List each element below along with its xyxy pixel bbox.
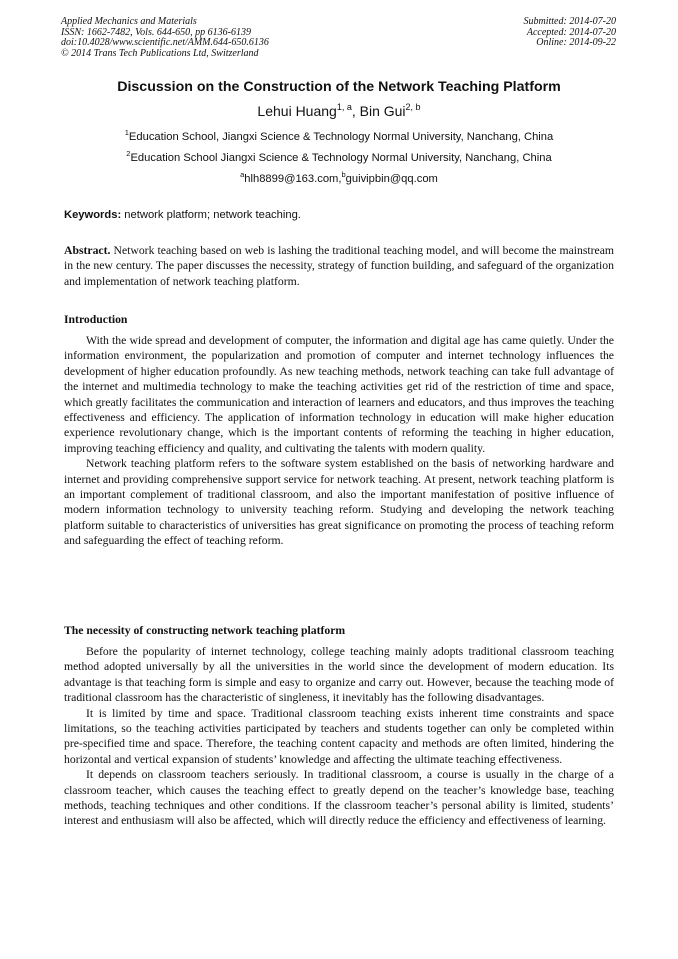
paragraph: Network teaching platform refers to the software system established on the basis of networking hardware and internet and providing comprehensive support service for network teaching. At present, network teaching platform is an important complement of traditional classroom, and also the important manifestation of positive influence of modern information technology to university teaching reform. Studying and developing the network teaching platform suitable to characteristics of universities has great significance on promoting the process of teaching reform and safeguarding the effect of teaching reform. [64,457,614,548]
issn-line: ISSN: 1662-7482, Vols. 644-650, pp 6136-6139 [61,26,251,38]
abstract-label: Abstract. [64,244,111,257]
author-name: Lehui Huang [257,103,337,119]
keywords-label: Keywords: [64,209,122,221]
affiliation-text: Education School, Jiangxi Science & Technology Normal University, Nanchang, China [128,131,554,143]
doi-line: doi:10.4028/www.scientific.net/AMM.644-650.6136 [61,37,269,49]
accepted-date: Accepted: 2014-07-20 [526,26,616,38]
abstract [64,243,614,289]
submitted-date: Submitted: 2014-07-20 [523,16,616,27]
email-line [0,170,678,185]
section-body [64,333,614,549]
paper-title: Discussion on the Construction of the Network Teaching Platform [117,79,561,95]
section-heading: The necessity of constructing network teaching platform [64,624,346,637]
email-superscript: a [240,170,245,179]
keywords-text: network platform; network teaching. [121,209,301,221]
affiliation-text: Education School Jiangxi Science & Technology Normal University, Nanchang, China [130,152,552,164]
affiliation-superscript: 2 [126,149,131,158]
email-address[interactable]: guivipbin@qq.com [345,173,438,185]
dates-info [524,17,617,49]
author-line [0,103,678,119]
paragraph: Before the popularity of internet technology, college teaching mainly adopts traditional classroom teaching method adopted universally by all the universities in the world since the development of modern education. Its advantage is that teaching form is simple and easy to organize and carry out. However, because the teaching mode of traditional classroom has the characteristic of singleness, it inevitably has the following disadvantages. [64,645,614,705]
keywords [64,209,301,221]
affiliation [0,149,678,164]
online-date: Online: 2014-09-22 [536,37,616,49]
section-body [64,644,614,829]
author-superscript: 1, a [336,102,352,112]
journal-name: Applied Mechanics and Materials [61,16,197,27]
author-name: Bin Gui [359,103,406,119]
email-superscript: b [341,170,346,179]
journal-info [61,17,269,59]
paragraph: With the wide spread and development of computer, the information and digital age has came quietly. Under the information environment, the popularization and promotion of computer and internet technology influences the development of higher education profoundly. As new teaching methods, network teaching can take full advantage of the internet and multimedia technology to make the teaching activities get rid of the restriction of time and space, which greatly facilitates the communication and interaction of learners and educators, and thus improves the teaching effectiveness and efficiency. The application of information technology in education will make higher education experience revolutionary change, which is the important contents of reforming the teaching in higher education, improving teaching efficiency and quality, and cultivating the talents with modern quality. [64,334,614,455]
paragraph: It depends on classroom teachers seriously. In traditional classroom, a course is usually in the charge of a classroom teacher, which causes the teaching effect to greatly depend on the teacher’s knowledge base, teaching methods, teaching techniques and other conditions. If the classroom teacher’s personal ability is limited, students’ interest and enthusiasm will also be affected, which will directly reduce the efficiency and effectiveness of learning. [64,768,614,828]
paragraph: It is limited by time and space. Traditional classroom teaching exists inherent time constraints and space limitations, so the teaching activities participated by teachers and students together can only be completed within pre-specified time and space. Therefore, the teaching content capacity and methods are often limited, hindering the horizontal and vertical expansion of students’ knowledge and affecting the ultimate teaching effectiveness. [64,706,614,766]
author-superscript: 2, b [405,102,421,112]
affiliation [0,128,678,143]
section-heading: Introduction [64,313,128,326]
author-separator: , [351,103,360,119]
abstract-text: Network teaching based on web is lashing the traditional teaching model, and will become the mainstream in the new century. The paper discusses the necessity, strategy of function building, and safeguard of the organization and implementation of network teaching platform. [64,244,614,288]
affiliation-superscript: 1 [124,128,129,137]
email-address[interactable]: hlh8899@163.com, [244,173,342,185]
copyright-line: © 2014 Trans Tech Publications Ltd, Switzerland [61,47,259,59]
